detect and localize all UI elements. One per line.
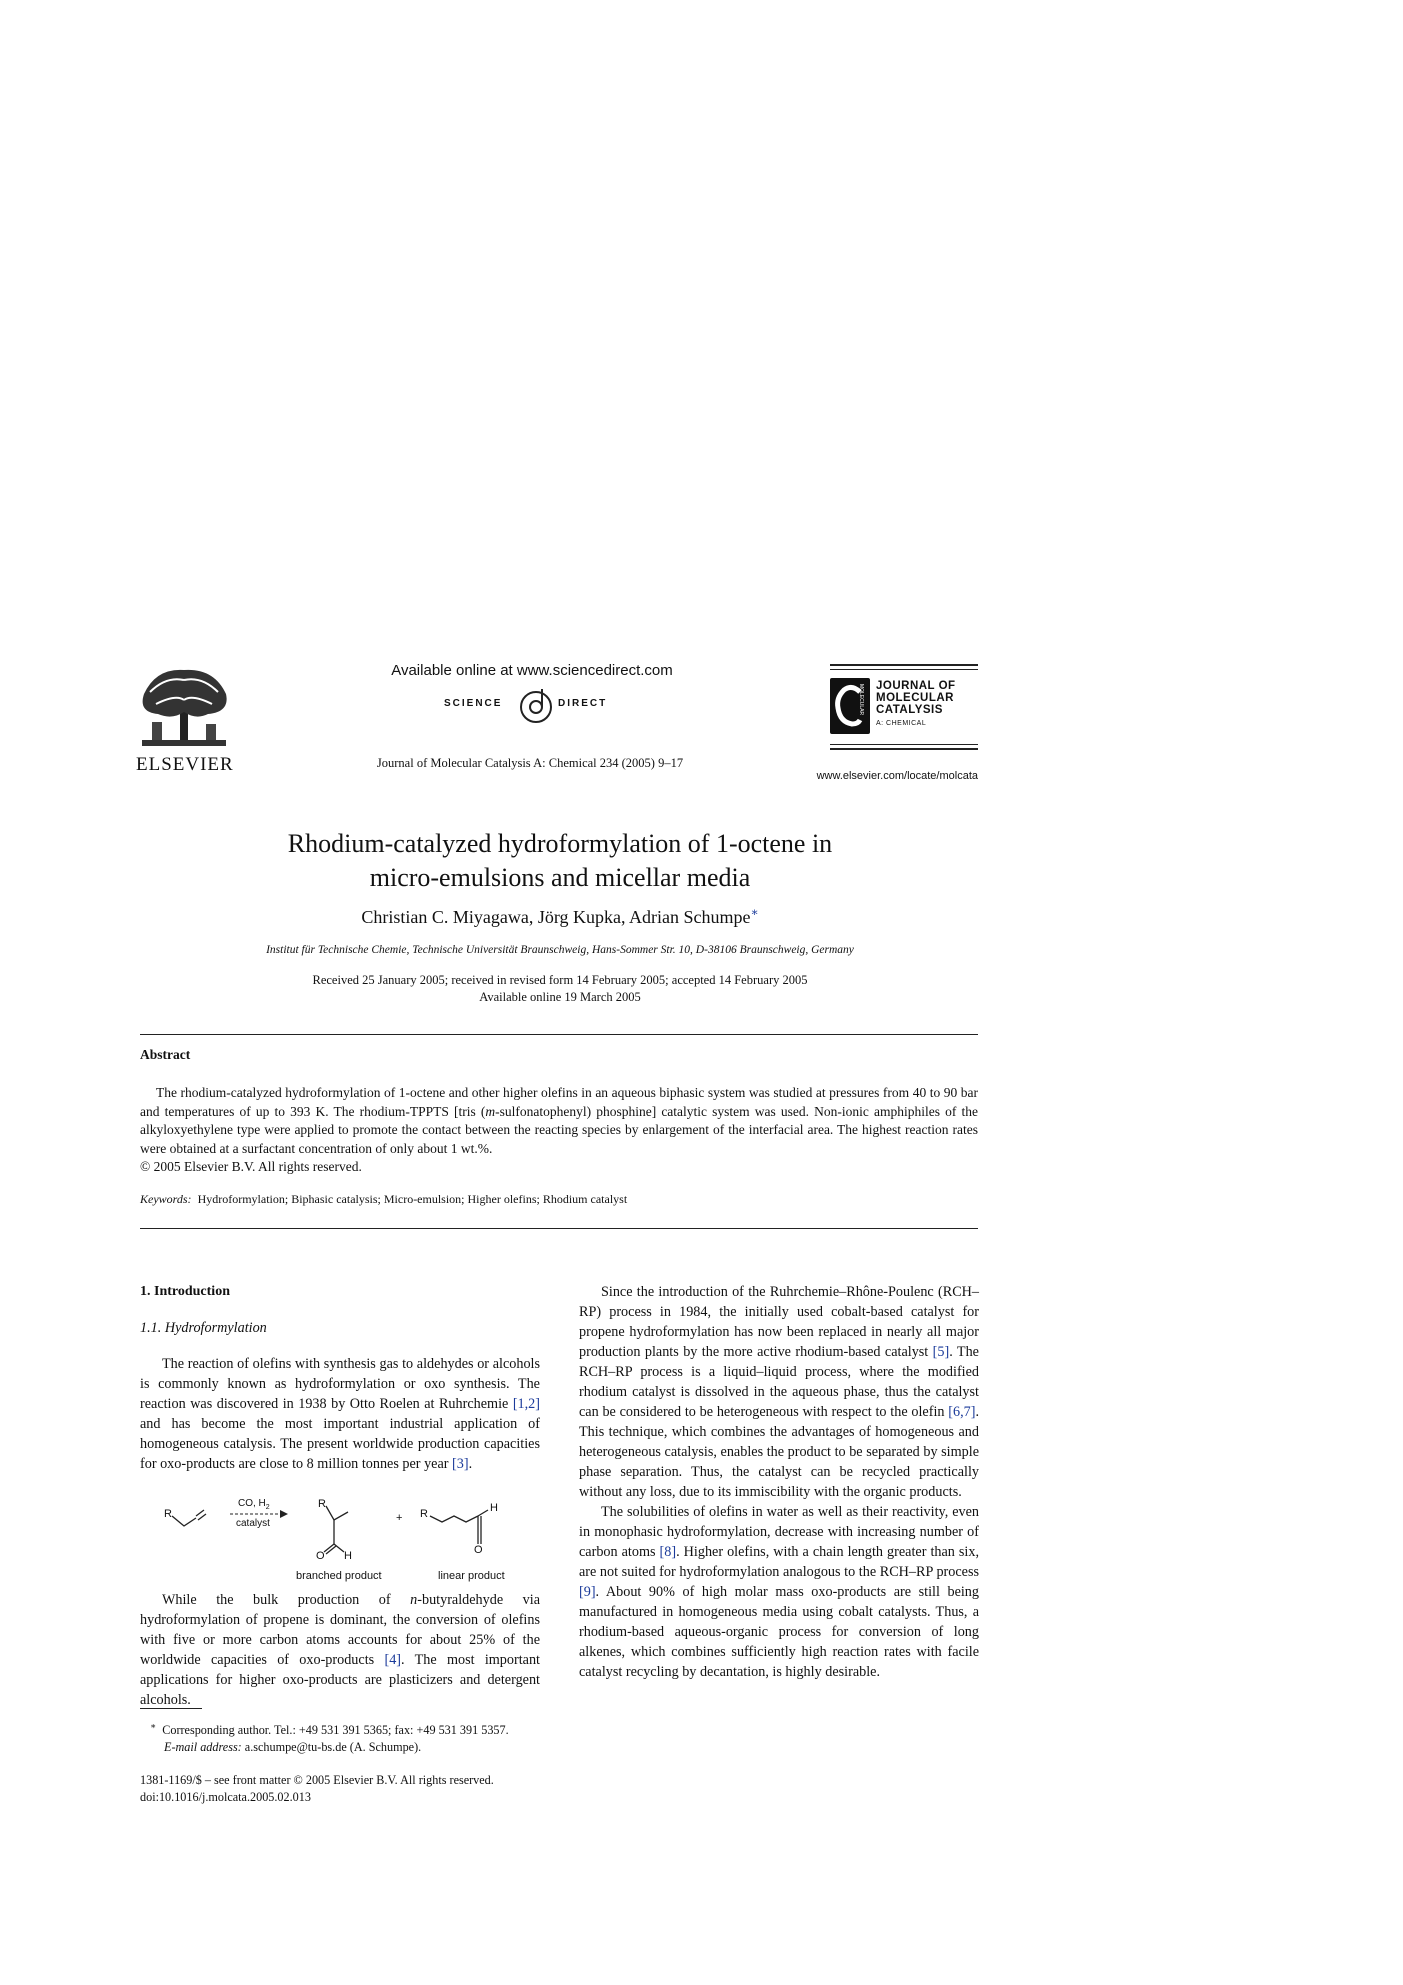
scheme-linear-label: linear product xyxy=(438,1570,505,1582)
journal-logo-line2: MOLECULAR xyxy=(876,692,954,704)
subsection-heading-hydroformylation: 1.1. Hydroformylation xyxy=(140,1320,267,1336)
citation-3[interactable]: [3] xyxy=(452,1456,469,1472)
left-column-continued xyxy=(140,1590,540,1710)
citation-6-7[interactable]: [6,7] xyxy=(948,1404,976,1420)
sciencedirect-left: SCIENCE xyxy=(444,698,503,709)
intro-paragraph-3: Since the introduction of the Ruhrchemie–Rhône-Poulenc (RCH–RP) process in 1984, the initially used cobalt-based catalyst for propene hydroformylation has now been replaced in nearly all major production plants by the more active rhodium-based catalyst [5]. The RCH–RP process is a liquid–liquid process, where the modified rhodium catalyst is dissolved in the aqueous phase, thus the catalyst can be considered to be heterogeneous with respect to the olefin [6,7]. This technique, which combines the advantages of homogeneous and heterogeneous catalysis, enables the product to be separated by simple phase separation. Thus, the catalyst can be recycled practically without any loss, due to its immiscibility with the organic products. xyxy=(579,1284,979,1500)
article-title-line2: micro-emulsions and micellar media xyxy=(369,863,751,892)
footnote-email[interactable]: a.schumpe@tu-bs.de (A. Schumpe). xyxy=(241,1740,422,1755)
left-column xyxy=(140,1282,540,1474)
scheme-r-linear: R xyxy=(420,1508,428,1520)
scheme-o-branched: O xyxy=(316,1550,325,1562)
sciencedirect-right: DIRECT xyxy=(558,698,608,709)
intro-paragraph-4: The solubilities of olefins in water as well as their reactivity, even in monophasic hydroformylation, decrease with increasing number of carbon atoms [8]. Higher olefins, with a chain length greater than six, are not suited for hydroformylation analogous to the RCH–RP process [9]. About 90% of high molar mass oxo-products are still being manufactured in homogeneous media using cobalt catalysts. Thus, a rhodium-based aqueous-organic process for conversion of long alkenes, which combines sufficiently high reaction rates with facile catalyst recycling by decantation, is highly desirable. xyxy=(579,1504,980,1680)
journal-c-icon xyxy=(830,678,870,734)
author-footnote-mark[interactable]: ∗ xyxy=(750,905,759,919)
scheme-branched-label: branched product xyxy=(296,1570,382,1582)
article-title xyxy=(170,827,950,895)
journal-logo xyxy=(830,664,978,752)
abstract-copyright: © 2005 Elsevier B.V. All rights reserved. xyxy=(140,1159,362,1175)
citation-9[interactable]: [9] xyxy=(579,1584,596,1600)
dates-available: Available online 19 March 2005 xyxy=(479,990,641,1004)
front-matter xyxy=(140,1772,540,1806)
elsevier-logo xyxy=(136,664,234,775)
journal-citation: Journal of Molecular Catalysis A: Chemical 234 (2005) 9–17 xyxy=(376,756,684,770)
citation-5[interactable]: [5] xyxy=(932,1344,950,1360)
author-list: Christian C. Miyagawa, Jörg Kupka, Adrian Schumpe xyxy=(361,907,751,927)
citation-4[interactable]: [4] xyxy=(384,1652,402,1668)
footnote xyxy=(140,1718,540,1756)
footnote-mark: ∗ xyxy=(150,1721,157,1731)
intro-paragraph-1: The reaction of olefins with synthesis gas to aldehydes or alcohols is commonly known as hydroformylation or oxo synthesis. The reaction was discovered in 1938 by Otto Roelen at Ruhrchemie [1,2] and has become the most important industrial application of homogeneous catalysis. The present worldwide production capacities for oxo-products are close to 8 million tonnes per year [3]. xyxy=(140,1356,540,1472)
sciencedirect-at-icon xyxy=(516,685,556,725)
section-heading-introduction: 1. Introduction xyxy=(140,1284,230,1299)
footnote-email-label: E-mail address: xyxy=(164,1740,242,1755)
keywords xyxy=(140,1192,978,1207)
scheme-reagents: CO, $H_2$ xyxy=(238,1498,270,1511)
right-column xyxy=(579,1282,979,1682)
article-title-line1: Rhodium-catalyzed hydroformylation of 1-octene in xyxy=(287,829,833,858)
elsevier-wordmark: ELSEVIER xyxy=(136,754,234,775)
dates-received: Received 25 January 2005; received in revised form 14 February 2005; accepted 14 February 2005 xyxy=(312,973,808,987)
scheme-r-branched: R xyxy=(318,1498,326,1510)
journal-url[interactable]: www.elsevier.com/locate/molcata xyxy=(816,770,978,782)
scheme-o-linear: O xyxy=(474,1544,483,1556)
abstract-bottom-rule xyxy=(140,1228,978,1229)
journal-logo-c-box xyxy=(830,678,870,734)
footnote-contact: Corresponding author. Tel.: +49 531 391 5365; fax: +49 531 391 5357. xyxy=(162,1723,509,1738)
scheme-h-branched: H xyxy=(344,1550,352,1562)
elsevier-tree-icon xyxy=(136,664,232,750)
issn-line: 1381-1169/$ – see front matter © 2005 Elsevier B.V. All rights reserved. xyxy=(140,1773,494,1787)
footnote-rule xyxy=(140,1708,202,1709)
sciencedirect-logo xyxy=(440,685,630,725)
available-online: Available online at www.sciencedirect.com xyxy=(391,662,673,679)
journal-logo-line4: A: CHEMICAL xyxy=(876,720,927,727)
affiliation: Institut für Technische Chemie, Technische Universität Braunschweig, Hans-Sommer Str. 10, D-38106 Braunschweig, Germany xyxy=(266,944,854,956)
citation-8[interactable]: [8] xyxy=(659,1544,677,1560)
scheme-catalyst: catalyst xyxy=(236,1518,270,1529)
authors xyxy=(170,905,950,928)
journal-logo-vertical: MOLECULAR xyxy=(858,684,864,716)
journal-logo-line3: CATALYSIS xyxy=(876,704,943,716)
scheme-r-olefin: R xyxy=(164,1508,172,1520)
doi-line[interactable]: doi:10.1016/j.molcata.2005.02.013 xyxy=(140,1790,311,1804)
abstract-top-rule xyxy=(140,1034,978,1035)
journal-logo-line1: JOURNAL OF xyxy=(876,680,956,692)
keywords-list: Hydroformylation; Biphasic catalysis; Micro-emulsion; Higher olefins; Rhodium catalyst xyxy=(197,1192,628,1206)
abstract-heading: Abstract xyxy=(140,1047,191,1062)
scheme-h-linear: H xyxy=(490,1502,498,1514)
abstract-body: The rhodium-catalyzed hydroformylation of 1-octene and other higher olefins in an aqueous biphasic system was studied at pressures from 40 to 90 bar and temperatures of up to 393 K. The rhodium-TPPTS [tris (m-sulfonatophenyl) phosphine] catalytic system was used. Non-ionic amphiphiles of the alkyloxyethylene type were applied to promote the contact between the reacting species by enlargement of the interfacial area. The highest reaction rates were obtained at a surfactant concentration of only about 1 wt.%. © 2005 Elsevier B.V. All rights reserved. xyxy=(140,1084,978,1177)
reaction-scheme xyxy=(158,1498,518,1588)
intro-paragraph-2: While the bulk production of n-butyraldehyde via hydroformylation of propene is dominant, the conversion of olefins with five or more carbon atoms accounts for about 25% of the worldwide capacities of oxo-products [4]. The most important applications for higher oxo-products are plasticizers and detergent alcohols. xyxy=(140,1592,540,1708)
article-dates xyxy=(140,972,980,1006)
scheme-plus: + xyxy=(396,1512,403,1524)
citation-1-2[interactable]: [1,2] xyxy=(512,1396,540,1412)
keywords-label: Keywords: xyxy=(140,1192,192,1206)
